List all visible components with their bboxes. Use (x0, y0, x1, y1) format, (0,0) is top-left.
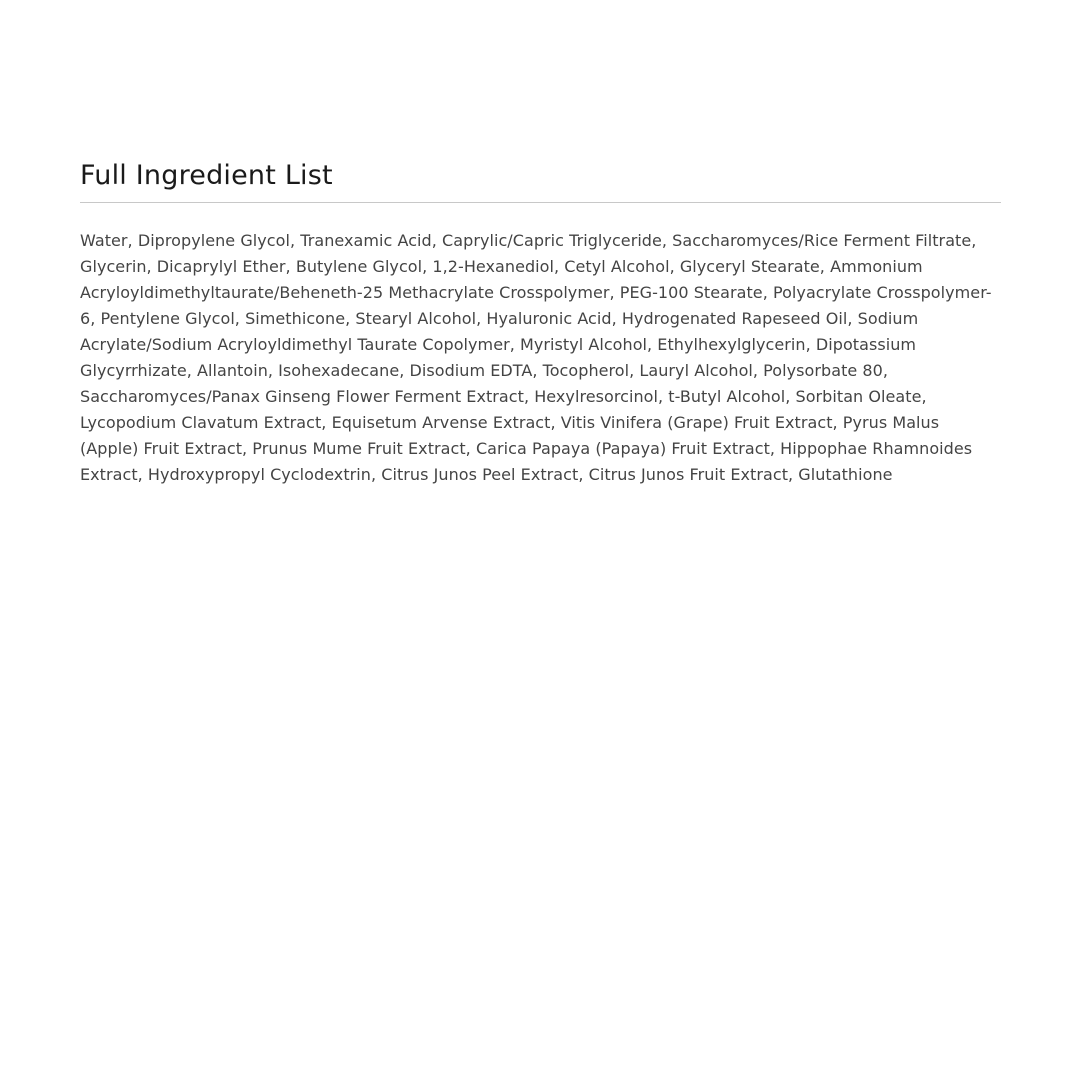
section-divider (80, 202, 1001, 203)
ingredient-section (80, 158, 1001, 488)
ingredient-list-text: Water, Dipropylene Glycol, Tranexamic Acid, Caprylic/Capric Triglyceride, Saccharomyces/Rice Ferment Filtrate, Glycerin, Dicaprylyl Ether, Butylene Glycol, 1,2-Hexanediol, Cetyl Alcohol, Glyceryl Stearate, Ammonium Acryloyldimethyltaurate/Beheneth-25 Methacrylate Crosspolymer, PEG-100 Stearate, Polyacrylate Crosspolymer-6, Pentylene Glycol, Simethicone, Stearyl Alcohol, Hyaluronic Acid, Hydrogenated Rapeseed Oil, Sodium Acrylate/Sodium Acryloyldimethyl Taurate Copolymer, Myristyl Alcohol, Ethylhexylglycerin, Dipotassium Glycyrrhizate, Allantoin, Isohexadecane, Disodium EDTA, Tocopherol, Lauryl Alcohol, Polysorbate 80, Saccharomyces/Panax Ginseng Flower Ferment Extract, Hexylresorcinol, t-Butyl Alcohol, Sorbitan Oleate, Lycopodium Clavatum Extract, Equisetum Arvense Extract, Vitis Vinifera (Grape) Fruit Extract, Pyrus Malus (Apple) Fruit Extract, Prunus Mume Fruit Extract, Carica Papaya (Papaya) Fruit Extract, Hippophae Rhamnoides Extract, Hydroxypropyl Cyclodextrin, Citrus Junos Peel Extract, Citrus Junos Fruit Extract, Glutathione (80, 231, 992, 484)
section-title: Full Ingredient List (80, 160, 333, 191)
